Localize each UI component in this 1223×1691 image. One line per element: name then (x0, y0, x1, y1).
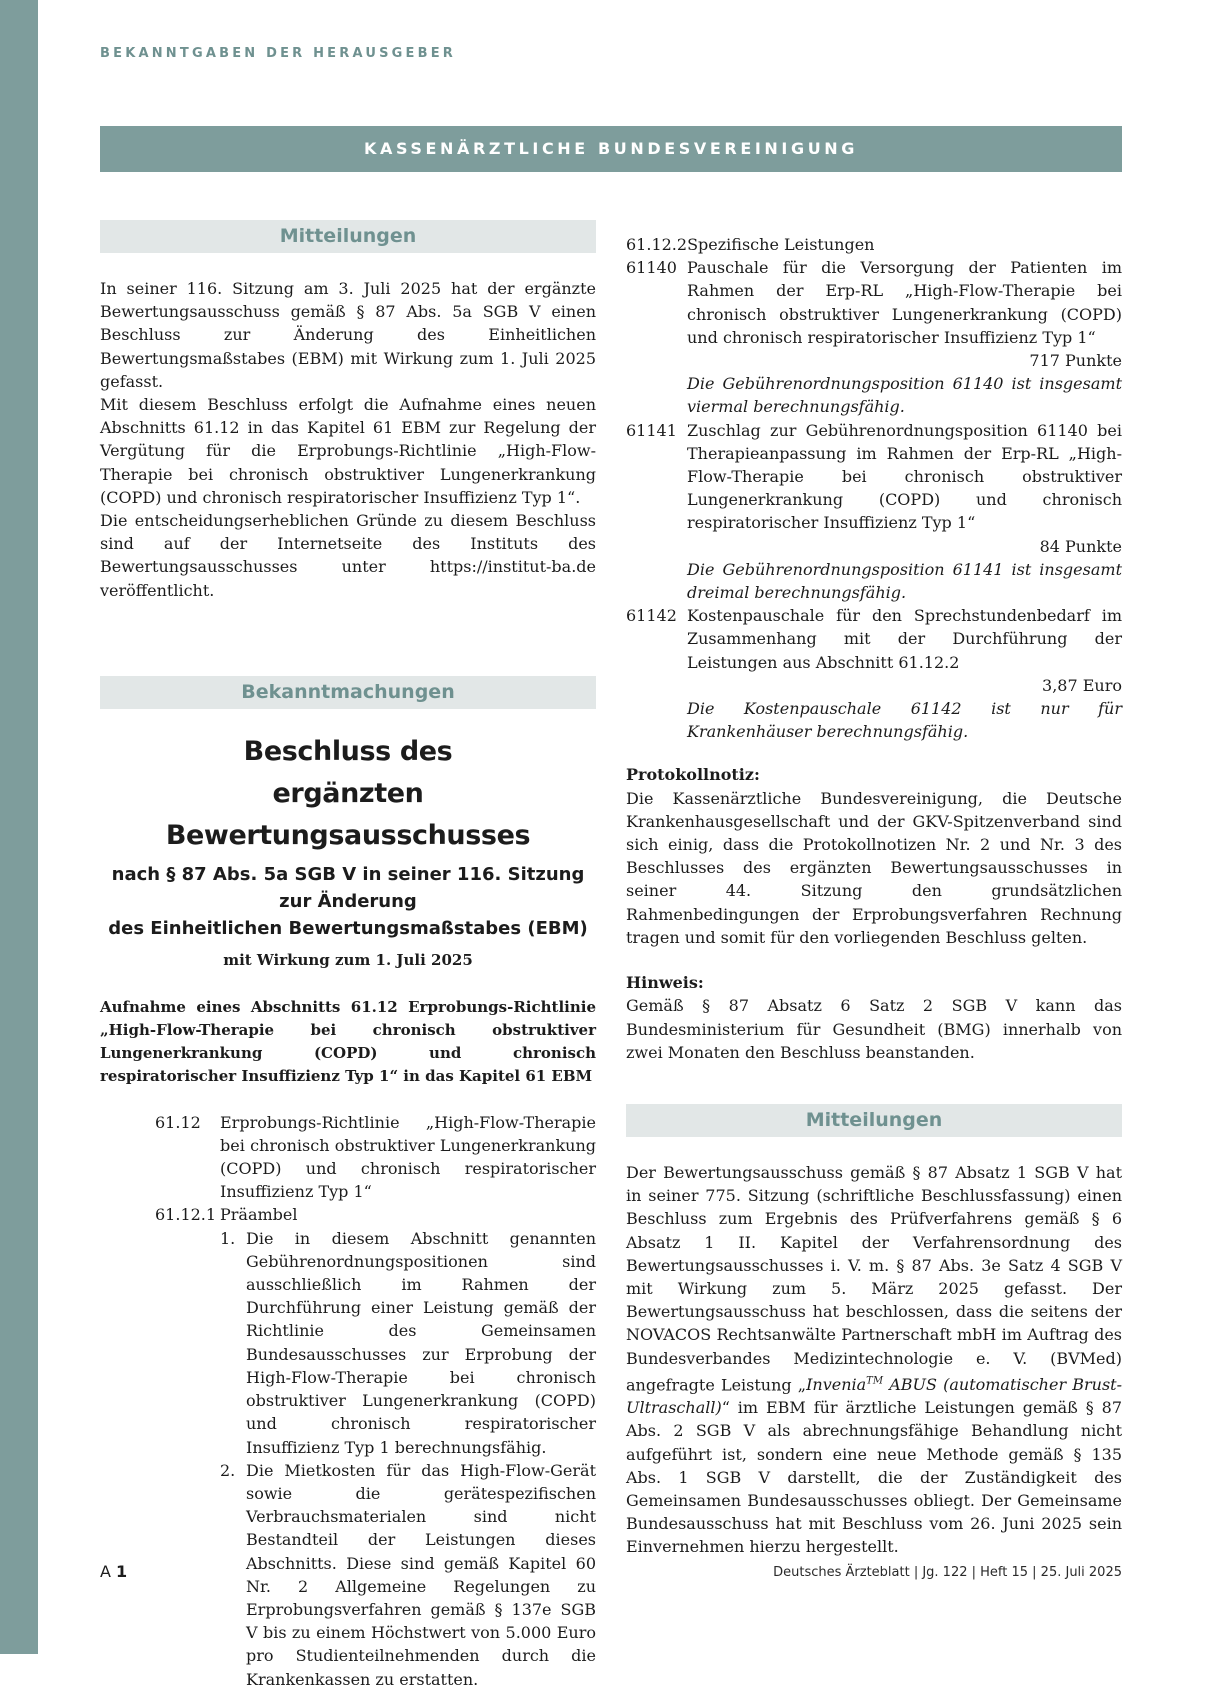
resolution-title-line2: ergänzten Bewertungsausschusses (165, 777, 531, 851)
fee-position-61140 (626, 256, 1122, 349)
page-number (100, 1562, 127, 1581)
item-text: Die in diesem Abschnitt genannten Gebührenordnungspositionen sind ausschließlich im Rahmen der Durchführung einer Leistung gemäß der Richtlinie des Gemeinsamen Bundesausschusses zur Erprobung der High-Flow-Therapie bei chronisch obstruktiver Lungenerkrankung (COPD) und chronisch respiratorischer Insuffizienz Typ 1 berechnungsfähig. (246, 1228, 596, 1457)
fee-note: Die Gebührenordnungsposition 61140 ist insgesamt viermal berechnungsfähig. (687, 374, 1122, 417)
product-name-rest: ABUS (automatischer Brust-Ultraschall) (626, 1375, 1122, 1418)
mitteilungen-paragraph: Die entscheidungserheblichen Gründe zu diesem Beschluss sind auf der Internetseite des Instituts des Bewertungsausschusses unter https://institut-ba.de veröffentlicht. (100, 511, 596, 600)
trademark-mark: TM (866, 1375, 884, 1387)
section-number: 61.12.1 (155, 1205, 217, 1225)
fee-position-61142 (626, 604, 1122, 674)
fee-amount: 3,87 Euro (1042, 675, 1122, 695)
mitteilungen-paragraph: Mit diesem Beschluss erfolgt die Aufnahme eines neuen Abschnitts 61.12 in das Kapitel 61 EBM zur Regelung der Vergütung für die Erprobungs-Richtlinie „High-Flow-Therapie bei chronisch obstruktiver Lungenerkrankung (COPD) und chronisch respiratorischer Insuffizienz Typ 1“. (100, 395, 596, 507)
item-text: Die Mietkosten für das High-Flow-Gerät sowie die gerätespezifischen Verbrauchsmaterialen sind nicht Bestandteil der Leistungen dieses Abschnitts. Diese sind gemäß Kapitel 60 Nr. 2 Allgemeine Regelungen zu Erprobungsverfahren gemäß § 137e SGB V bis zu einem Höchstwert von 5.000 Euro pro Studienteilnehmenden durch die Krankenkassen zu erstatten. (246, 1460, 596, 1689)
section-61-12-1 (100, 1203, 596, 1226)
paragraph-text: “ im EBM für ärztliche Leistungen gemäß § 87 Abs. 2 SGB V als abrechnungsfähige Behandlung nicht aufgeführt ist, sondern eine neue Methode gemäß § 135 Abs. 1 SGB V darstellt, die der Zuständigkeit des Gemeinsamen Bundesausschusses obliegt. Der Gemeinsame Bundesausschuss hat mit Beschluss vom 26. Juni 2025 sein Einvernehmen hierzu hergestellt. (626, 1398, 1122, 1557)
bekanntmachungen-heading: Bekanntmachungen (100, 676, 596, 709)
mitteilungen-paragraph: In seiner 116. Sitzung am 3. Juli 2025 hat der ergänzte Bewertungsausschuss gemäß § 87 Abs. 5a SGB V einen Beschluss zur Änderung des Einheitlichen Bewertungsmaßstabes (EBM) mit Wirkung zum 1. Juli 2025 gefasst. (100, 279, 596, 391)
section-text: Erprobungs-Richtlinie „High-Flow-Therapie bei chronisch obstruktiver Lungenerkrankung (COPD) und chronisch respiratorischer Insuffizienz Typ 1“ (220, 1112, 596, 1202)
effective-date: mit Wirkung zum 1. Juli 2025 (223, 950, 473, 969)
fee-code: 61142 (626, 606, 677, 626)
section-text: Präambel (220, 1205, 298, 1225)
fee-description: Kostenpauschale für den Sprechstundenbedarf im Zusammenhang mit der Durchführung der Leistungen aus Abschnitt 61.12.2 (687, 606, 1122, 672)
section-61-12 (100, 1111, 596, 1204)
fee-note: Die Kostenpauschale 61142 ist nur für Krankenhäuser berechnungsfähig. (687, 699, 1122, 742)
right-column (626, 233, 1122, 1559)
journal-citation: Deutsches Ärzteblatt | Jg. 122 | Heft 15 | 25. Juli 2025 (773, 1565, 1122, 1580)
item-number: 1. (220, 1228, 236, 1248)
fee-description: Pauschale für die Versorgung der Patienten im Rahmen der Erp-RL „High-Flow-Therapie bei chronisch obstruktiver Lungenerkrankung (COPD) und chronisch respiratorischer Insuffizienz Typ 1“ (687, 258, 1122, 347)
organization-banner: KASSENÄRZTLICHE BUNDESVEREINIGUNG (100, 126, 1122, 172)
fee-points: 84 Punkte (1039, 536, 1122, 556)
page-number-value: 1 (116, 1562, 128, 1581)
section-number: 61.12 (155, 1112, 201, 1132)
preamble-item-2 (100, 1459, 596, 1691)
mitteilungen-heading-2: Mitteilungen (626, 1104, 1122, 1137)
section-text: Spezifische Leistungen (687, 235, 875, 254)
section-61-12-2 (626, 233, 1122, 256)
fee-code: 61140 (626, 258, 677, 278)
protocol-note-text: Die Kassenärztliche Bundesvereinigung, die Deutsche Krankenhausgesellschaft und der GKV-Spitzenverband sind sich einig, dass die Protokollnotizen Nr. 2 und Nr. 3 des Beschlusses des ergänzten Bewertungsausschusses in seiner 44. Sitzung den grundsätzlichen Rahmenbedingungen der Erprobungsverfahren Rechnung tragen und somit für den vorliegenden Beschluss gelten. (626, 788, 1122, 947)
resolution-subtitle-line2: zur Änderung (279, 890, 417, 912)
fee-code: 61141 (626, 420, 677, 440)
fee-description: Zuschlag zur Gebührenordnungsposition 61140 bei Therapieanpassung im Rahmen der Erp-RL „High-Flow-Therapie bei chronisch obstruktiver Lungenerkrankung (COPD) und chronisch respiratorischer Insuffizienz Typ 1“ (687, 420, 1122, 533)
preamble-item-1 (100, 1227, 596, 1459)
resolution-intro: Aufnahme eines Abschnitts 61.12 Erprobungs-Richtlinie „High-Flow-Therapie bei chronisch obstruktiver Lungenerkrankung (COPD) und chronisch respiratorischer Insuffizienz Typ 1“ in das Kapitel 61 EBM (100, 997, 596, 1086)
fee-points: 717 Punkte (1029, 351, 1122, 371)
product-name: Invenia (806, 1375, 867, 1395)
notice-text: Gemäß § 87 Absatz 6 Satz 2 SGB V kann das Bundesministerium für Gesundheit (BMG) innerhalb von zwei Monaten den Beschluss beanstanden. (626, 996, 1122, 1062)
item-number: 2. (220, 1460, 236, 1480)
page-prefix: A (100, 1562, 117, 1581)
notice-label: Hinweis: (626, 973, 704, 993)
section-number: 61.12.2 (626, 235, 688, 254)
decorative-sidebar (0, 0, 38, 1654)
section-label: BEKANNTGABEN DER HERAUSGEBER (100, 46, 456, 61)
protocol-note-label: Protokollnotiz: (626, 765, 760, 785)
mitteilungen-paragraph (626, 1161, 1122, 1559)
paragraph-text: Der Bewertungsausschuss gemäß § 87 Absatz 1 SGB V hat in seiner 775. Sitzung (schriftliche Beschlussfassung) einen Beschluss zum Ergebnis des Prüfverfahrens gemäß § 6 Absatz 1 II. Kapitel der Verfahrensordnung des Bewertungsausschusses i. V. m. § 87 Abs. 3e Satz 4 SGB V mit Wirkung zum 5. März 2025 gefasst. Der Bewertungsausschuss hat beschlossen, dass die seitens der NOVACOS Rechtsanwälte Partnerschaft mbH im Auftrag des Bundesverbandes Medizintechnologie e. V. (BVMed) angefragte Leistung „ (626, 1162, 1122, 1395)
resolution-subtitle-line3: des Einheitlichen Bewertungsmaßstabes (EBM) (108, 917, 588, 939)
left-column (100, 220, 596, 1691)
fee-note: Die Gebührenordnungsposition 61141 ist insgesamt dreimal berechnungsfähig. (687, 559, 1122, 603)
resolution-subtitle-line1: nach § 87 Abs. 5a SGB V in seiner 116. Sitzung (111, 863, 585, 885)
resolution-title-line1: Beschluss des (243, 735, 453, 767)
mitteilungen-heading: Mitteilungen (100, 220, 596, 253)
fee-position-61141 (626, 419, 1122, 535)
